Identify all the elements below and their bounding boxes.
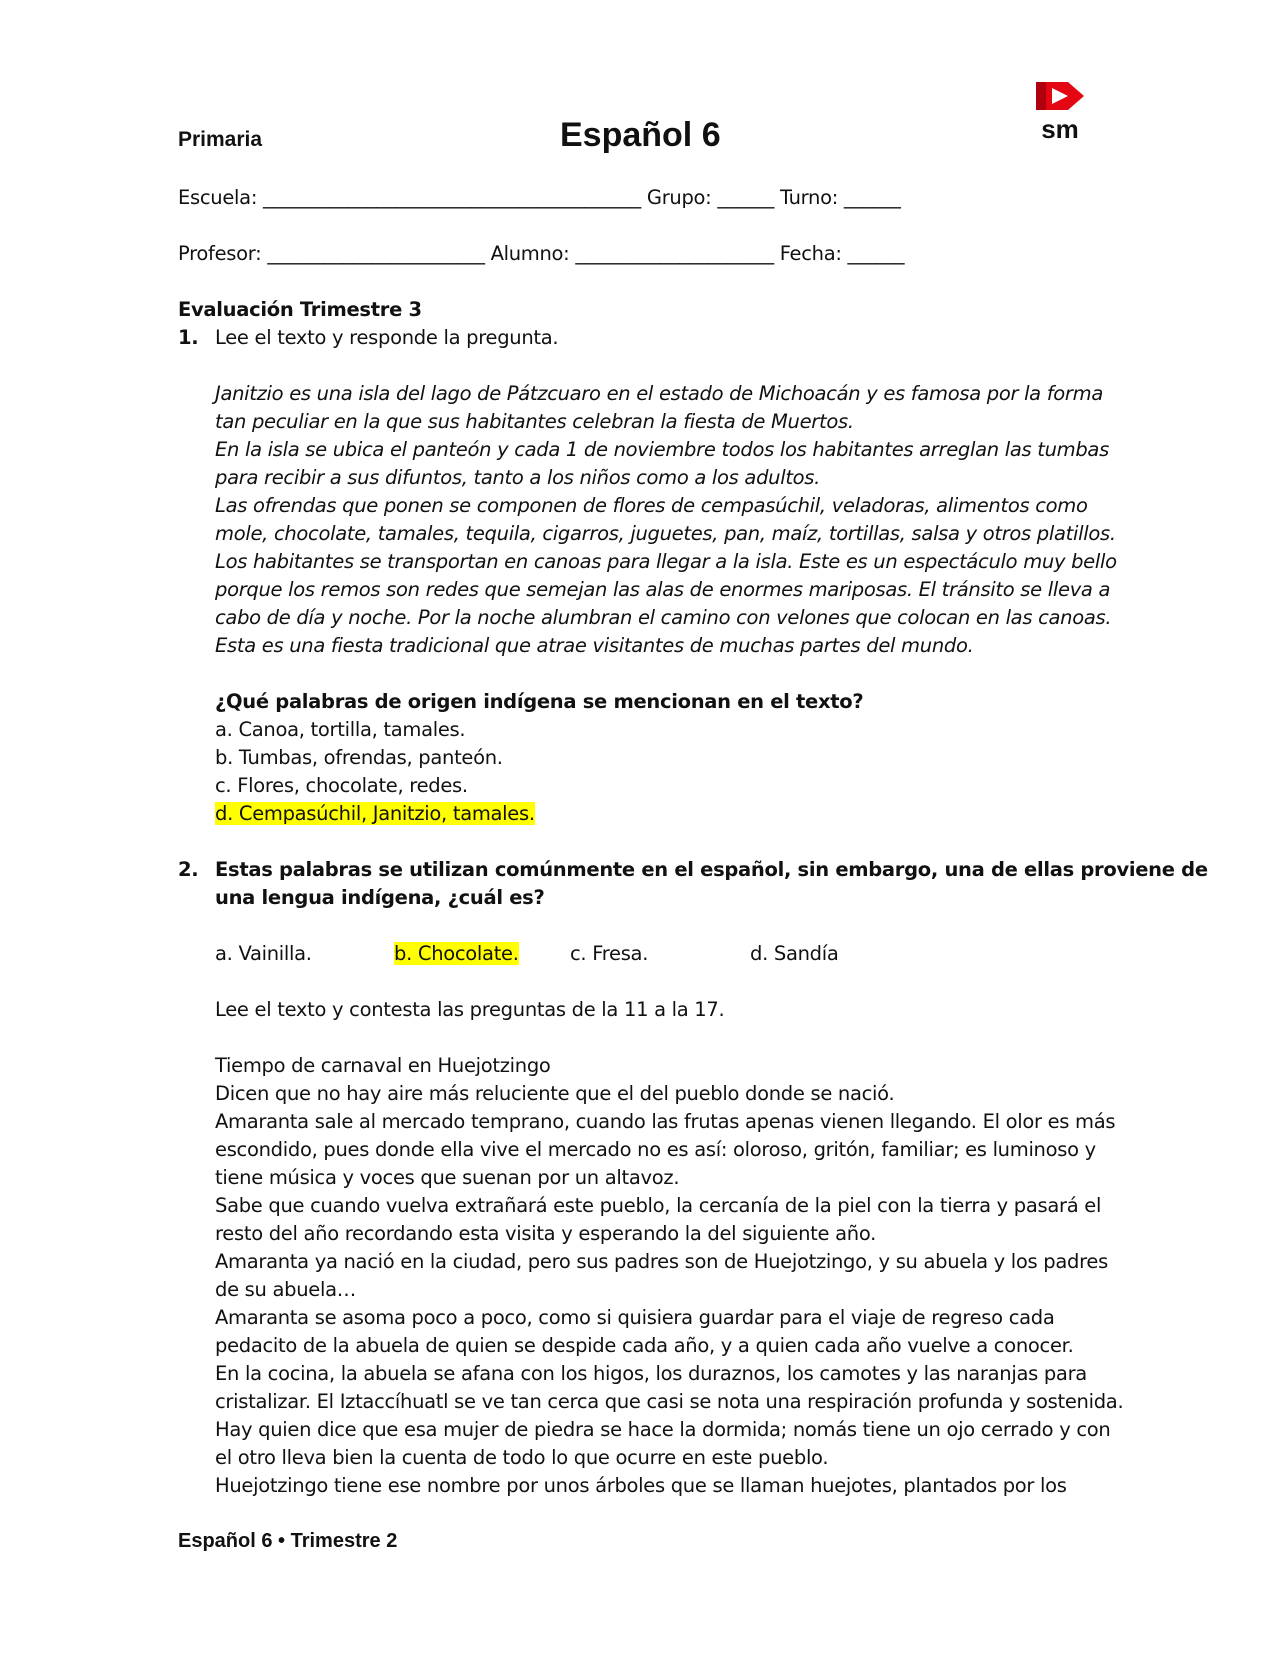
reading-line: Tiempo de carnaval en Huejotzingo [215, 1054, 551, 1077]
q1-passage [215, 382, 1115, 662]
reading-line: Dicen que no hay aire más reluciente que el del pueblo donde se nació. [215, 1082, 895, 1105]
q1-option-a[interactable]: a. Canoa, tortilla, tamales. [215, 718, 466, 741]
reading-line: Amaranta ya nació en la ciudad, pero sus padres son de Huejotzingo, y su abuela y los padres [215, 1250, 1108, 1273]
reading-line: Amaranta sale al mercado temprano, cuando las frutas apenas vienen llegando. El olor es más [215, 1110, 1116, 1133]
reading-line: Sabe que cuando vuelva extrañará este pueblo, la cercanía de la piel con la tierra y pasará el [215, 1194, 1102, 1217]
q2-option-a[interactable]: a. Vainilla. [215, 942, 312, 965]
passage-line: Los habitantes se transportan en canoas para llegar a la isla. Este es un espectáculo muy bello [215, 550, 1117, 573]
passage-line: En la isla se ubica el panteón y cada 1 de noviembre todos los habitantes arreglan las tumbas [215, 438, 1109, 461]
reading-line: Hay quien dice que esa mujer de piedra se hace la dormida; nomás tiene un ojo cerrado y con [215, 1418, 1111, 1441]
q2-number: 2. [178, 858, 199, 881]
reading-line: pedacito de la abuela de quien se despide cada año, y a quien cada año vuelve a conocer. [215, 1334, 1074, 1357]
page-footer: Español 6 • Trimestre 2 [178, 1530, 398, 1552]
section-title: Evaluación Trimestre 3 [178, 298, 422, 321]
reading-line: En la cocina, la abuela se afana con los higos, los duraznos, los camotes y las naranjas para [215, 1362, 1087, 1385]
reading-line: Amaranta se asoma poco a poco, como si quisiera guardar para el viaje de regreso cada [215, 1306, 1055, 1329]
logo-text: sm [1041, 114, 1079, 142]
level-label: Primaria [178, 128, 263, 151]
sm-logo [1028, 78, 1092, 142]
q1-option-c[interactable]: c. Flores, chocolate, redes. [215, 774, 468, 797]
reading-line: de su abuela… [215, 1278, 356, 1301]
form-line-school[interactable]: Escuela: ________________________________________ Grupo: ______ Turno: ______ [178, 186, 901, 209]
passage-line: tan peculiar en la que sus habitantes celebran la fiesta de Muertos. [215, 410, 854, 433]
reading-line: tiene música y voces que suenan por un altavoz. [215, 1166, 680, 1189]
q1-number: 1. [178, 326, 199, 349]
passage-line: porque los remos son redes que semejan las alas de enormes mariposas. El tránsito se lleva a [215, 578, 1111, 601]
form-line-teacher[interactable]: Profesor: _______________________ Alumno: _____________________ Fecha: ______ [178, 242, 905, 265]
q2-option-d[interactable]: d. Sandía [750, 942, 839, 965]
reading-instruction: Lee el texto y contesta las preguntas de la 11 a la 17. [215, 998, 725, 1021]
reading-line: escondido, pues donde ella vive el mercado no es así: oloroso, gritón, familiar; es luminoso y [215, 1138, 1096, 1161]
q2-option-c[interactable]: c. Fresa. [570, 942, 649, 965]
q1-instruction: Lee el texto y responde la pregunta. [215, 326, 559, 349]
page-title: Español 6 [560, 116, 721, 154]
q1-question: ¿Qué palabras de origen indígena se mencionan en el texto? [215, 690, 864, 713]
passage-line: cabo de día y noche. Por la noche alumbran el camino con velones que colocan en las canoas. [215, 606, 1112, 629]
reading-passage [215, 1054, 1124, 1504]
passage-line: Janitzio es una isla del lago de Pátzcuaro en el estado de Michoacán y es famosa por la forma [215, 382, 1103, 405]
q1-option-d-highlighted[interactable]: d. Cempasúchil, Janitzio, tamales. [215, 802, 535, 825]
reading-line: resto del año recordando esta visita y esperando la del siguiente año. [215, 1222, 877, 1245]
passage-line: Las ofrendas que ponen se componen de flores de cempasúchil, veladoras, alimentos como [215, 494, 1088, 517]
q2-option-b-highlighted[interactable]: b. Chocolate. [394, 942, 519, 965]
sm-logo-icon [1028, 78, 1092, 142]
passage-line: para recibir a sus difuntos, tanto a los niños como a los adultos. [215, 466, 821, 489]
reading-line: el otro lleva bien la cuenta de todo lo que ocurre en este pueblo. [215, 1446, 829, 1469]
reading-line: Huejotzingo tiene ese nombre por unos árboles que se llaman huejotes, plantados por los [215, 1474, 1067, 1497]
q2-question-line2: una lengua indígena, ¿cuál es? [215, 886, 545, 909]
reading-line: cristalizar. El Iztaccíhuatl se ve tan cerca que casi se nota una respiración profunda y sostenida. [215, 1390, 1124, 1413]
passage-line: Esta es una fiesta tradicional que atrae visitantes de muchas partes del mundo. [215, 634, 974, 657]
q2-question-line1: Estas palabras se utilizan comúnmente en el español, sin embargo, una de ellas proviene de [215, 858, 1208, 881]
passage-line: mole, chocolate, tamales, tequila, cigarros, juguetes, pan, maíz, tortillas, salsa y otros platillos. [215, 522, 1116, 545]
q1-option-b[interactable]: b. Tumbas, ofrendas, panteón. [215, 746, 503, 769]
